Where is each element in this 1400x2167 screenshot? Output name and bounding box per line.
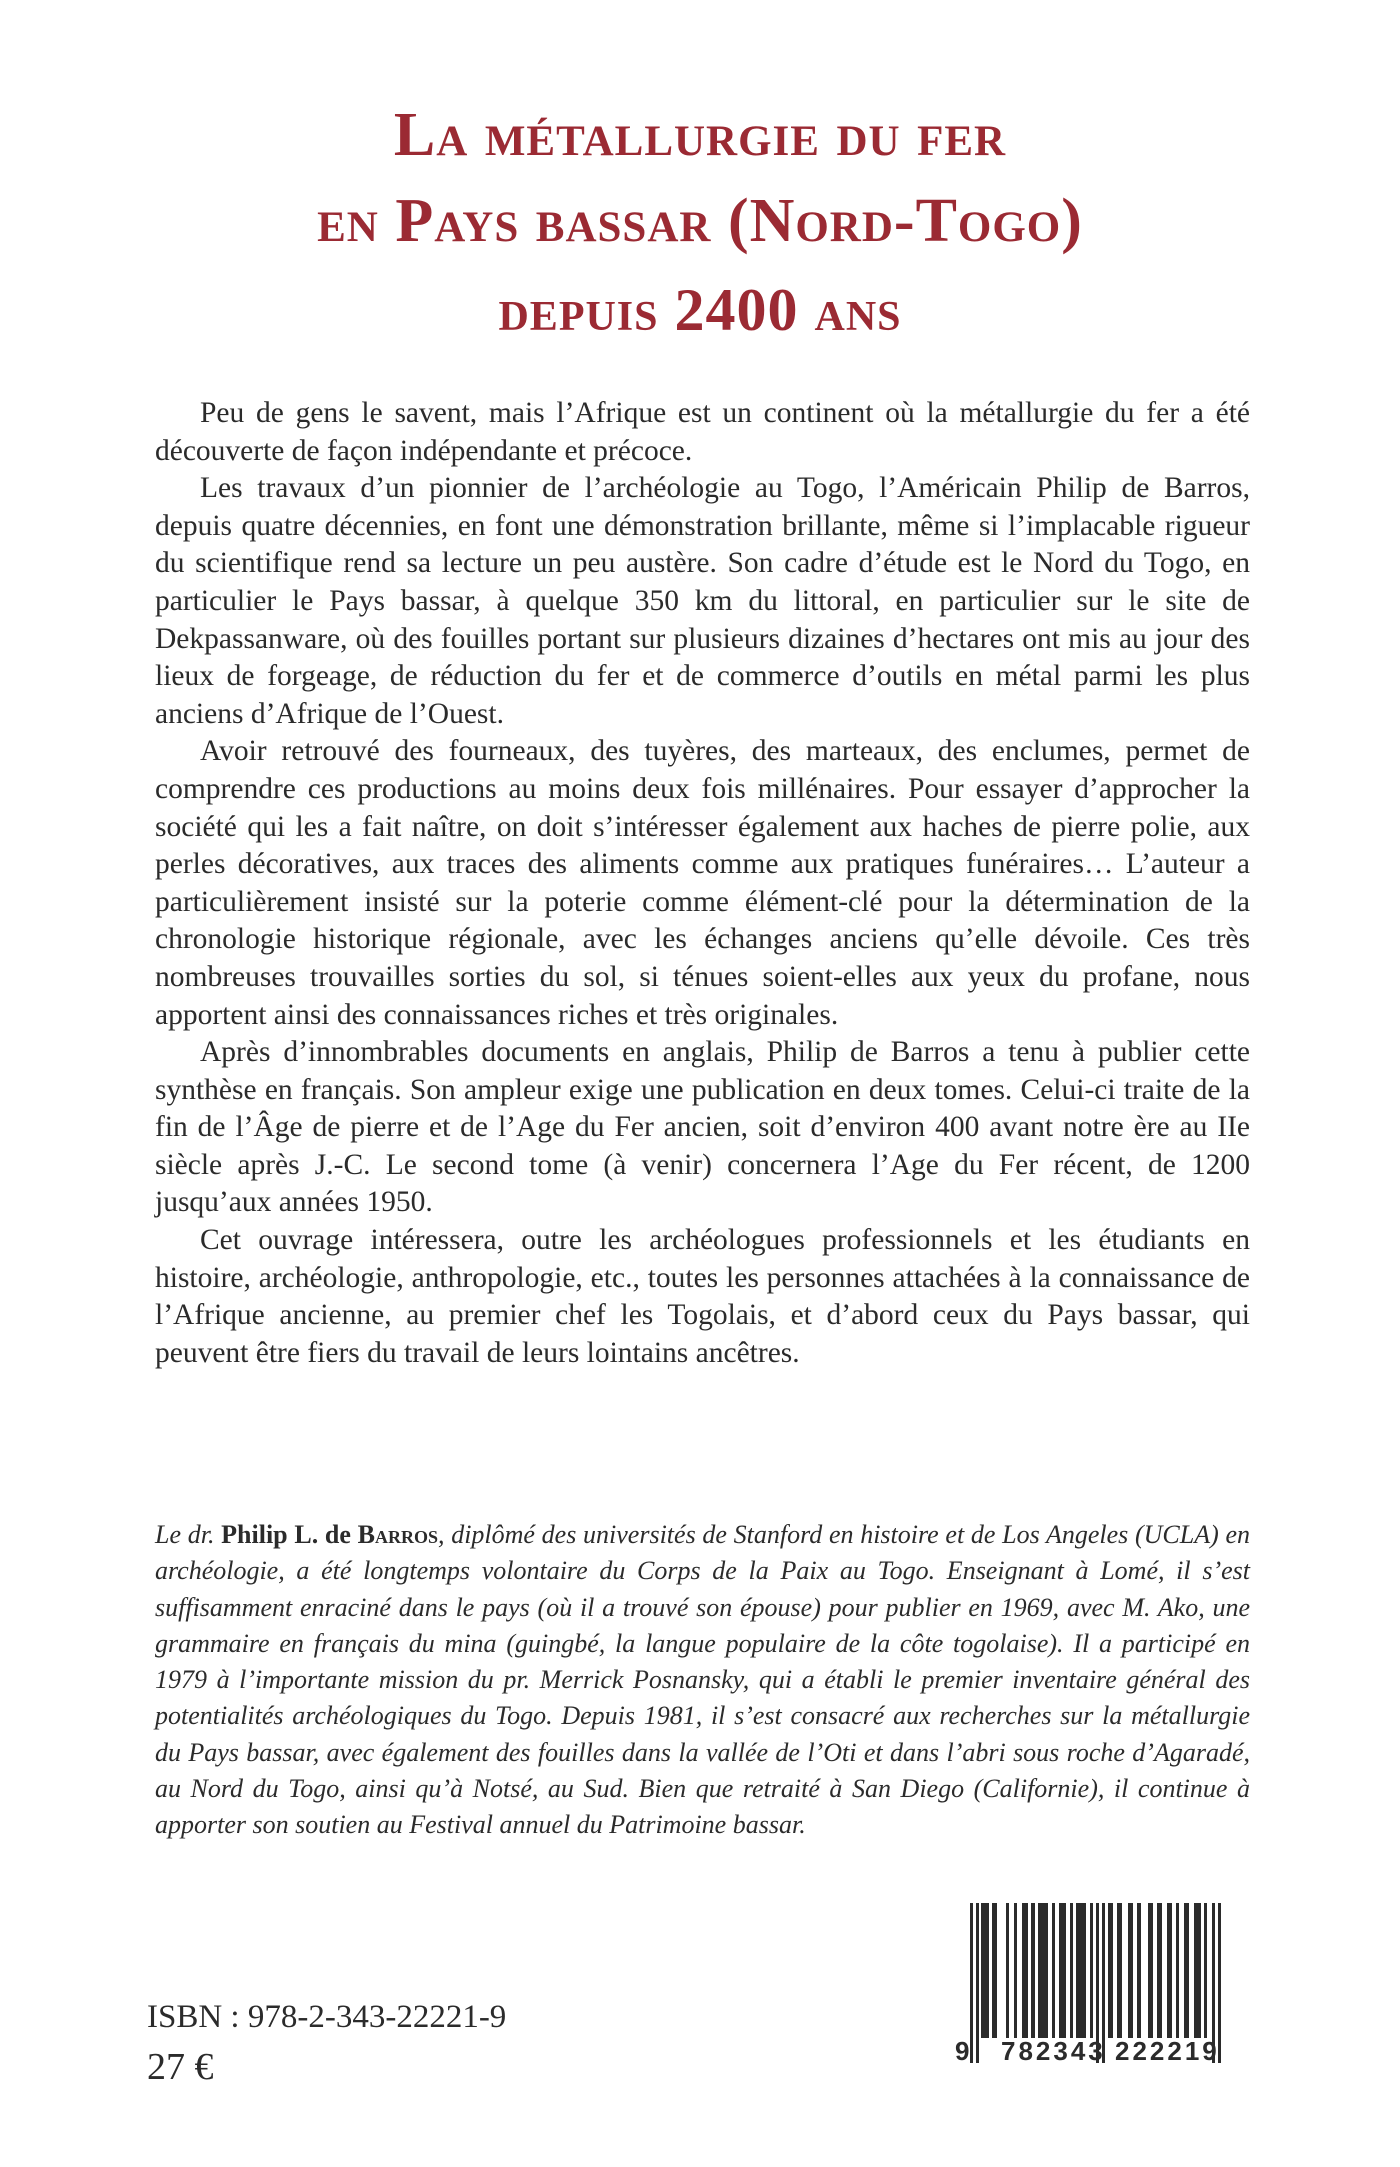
- blurb-paragraph: Peu de gens le savent, mais l’Afrique est un continent où la métallurgie du fer a été découverte de façon indépendante et précoce.: [155, 397, 1250, 467]
- author-bio-paragraph: [155, 1517, 1250, 1844]
- blurb-paragraph: Après d’innombrables documents en anglais, Philip de Barros a tenu à publier cette synthèse en français. Son ampleur exige une publication en deux tomes. Celui-ci traite de la fin de l’Âge de pierre et de l’Age du Fer ancien, soit d’environ 400 avant notre ère au IIe siècle après J.-C. Le second tome (à venir) concernera l’Age du Fer récent, de 1200 jusqu’aux années 1950.: [155, 1036, 1250, 1219]
- title-line-2: en Pays bassar (Nord-Togo): [317, 187, 1083, 255]
- author-name: Philip L. de Barros: [221, 1520, 438, 1549]
- book-title: [0, 92, 1400, 352]
- barcode-first-digit: 9: [955, 2036, 973, 2066]
- blurb-paragraph: Cet ouvrage intéressera, outre les archéologues professionnels et les étudiants en histoire, archéologie, anthropologie, etc., toutes les personnes attachées à la connaissance de l’Afrique ancienne, au premier chef les Togolais, et d’abord ceux du Pays bassar, qui peuvent être fiers du travail de leurs lointains ancêtres.: [155, 1224, 1250, 1369]
- price-label: 27 €: [147, 2046, 214, 2088]
- author-bio: [155, 1517, 1250, 1844]
- bio-prefix: Le dr.: [155, 1520, 222, 1549]
- blurb-paragraph: Avoir retrouvé des fourneaux, des tuyères, des marteaux, des enclumes, permet de comprendre ces productions au moins deux fois millénaires. Pour essayer d’approcher la société qui les a fait naître, on doit s’intéresser également aux haches de pierre polie, aux perles décoratives, aux traces des aliments comme aux pratiques funéraires… L’auteur a particulièrement insisté sur la poterie comme élément-clé pour la détermination de la chronologie historique régionale, avec les échanges anciens qu’elle dévoile. Ces très nombreuses trouvailles sorties du sol, si ténues soient-elles aux yeux du profane, nous apportent ainsi des connaissances riches et très originales.: [155, 735, 1250, 1031]
- blurb-paragraph: Les travaux d’un pionnier de l’archéologie au Togo, l’Américain Philip de Barros, depuis quatre décennies, en font une démonstration brillante, même si l’implacable rigueur du scientifique rend sa lecture un peu austère. Son cadre d’étude est le Nord du Togo, en particulier le Pays bassar, à quelque 350 km du littoral, en particulier sur le site de Dekpassanware, où des fouilles portant sur plusieurs dizaines d’hectares ont mis au jour des lieux de forgeage, de réduction du fer et de commerce d’outils en métal parmi les plus anciens d’Afrique de l’Ouest.: [155, 472, 1250, 730]
- title-line-1: La métallurgie du fer: [393, 101, 1007, 169]
- bio-text: , diplômé des universités de Stanford en histoire et de Los Angeles (UCLA) en archéologie, a été longtemps volontaire du Corps de la Paix au Togo. Enseignant à Lomé, il s’est suffisamment enraciné dans le pays (où il a trouvé son épouse) pour publier en 1969, avec M. Ako, une grammaire en français du mina (guingbé, la langue populaire de la côte togolaise). Il a participé en 1979 à l’importante mission du pr. Merrick Posnansky, qui a établi le premier inventaire général des potentialités archéologiques du Togo. Depuis 1981, il s’est consacré aux recherches sur la métallurgie du Pays bassar, avec également des fouilles dans la vallée de l’Oti et dans l’abri sous roche d’Agaradé, au Nord du Togo, ainsi qu’à Notsé, au Sud. Bien que retraité à San Diego (Californie), il continue à apporter son soutien au Festival annuel du Patrimoine bassar.: [155, 1520, 1250, 1840]
- barcode-right-group: 222219: [1115, 2036, 1220, 2066]
- barcode-left-group: 782343: [1001, 2036, 1106, 2066]
- title-line-3: depuis 2400 ans: [498, 277, 902, 343]
- blurb-text: [155, 395, 1250, 1372]
- isbn-label: ISBN : 978-2-343-22221-9: [147, 1999, 507, 2035]
